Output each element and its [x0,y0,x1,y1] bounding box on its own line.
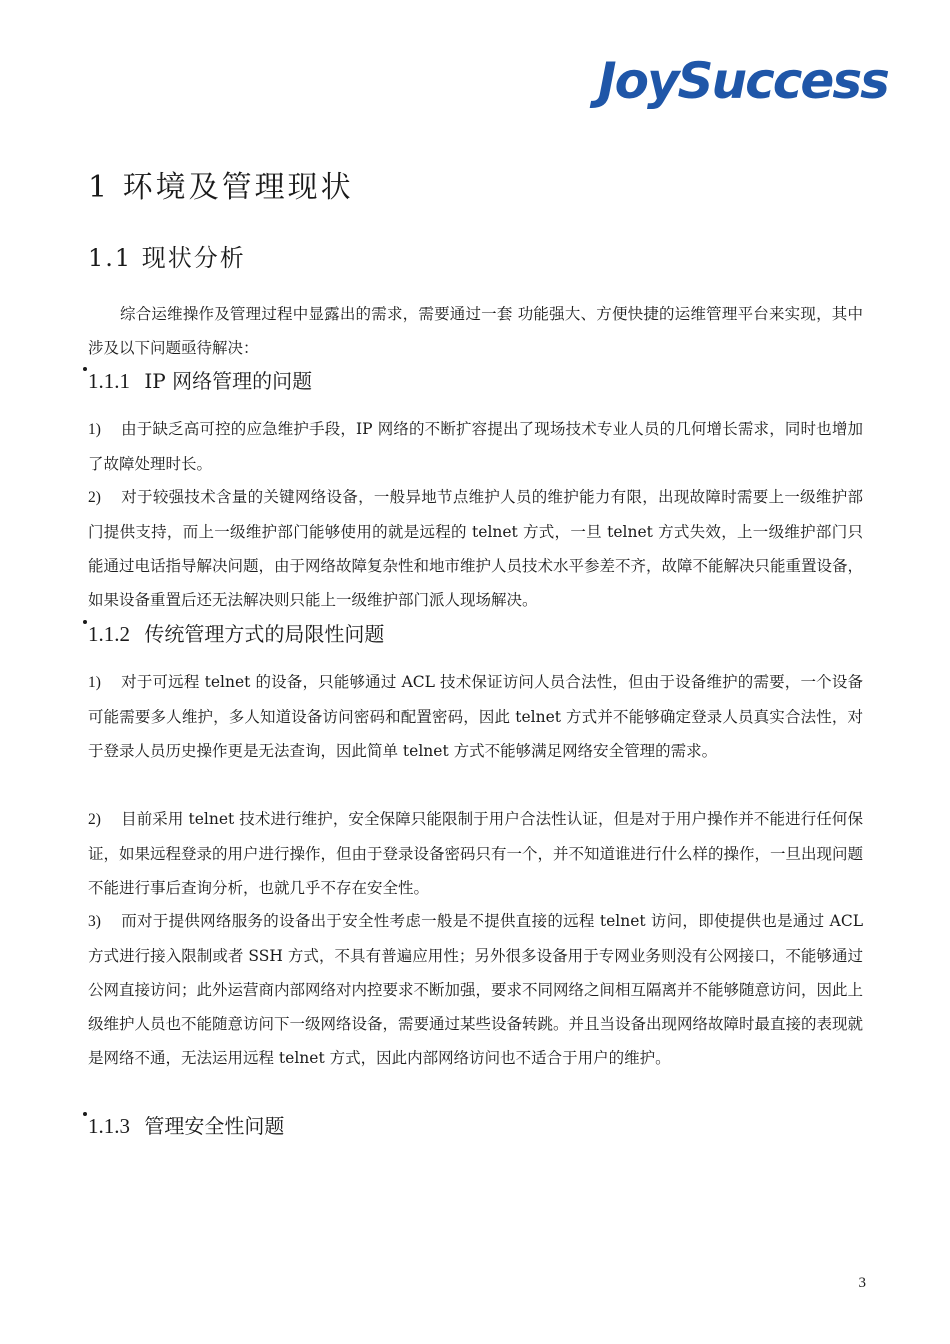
header [0,0,950,140]
item-label: 3) [88,913,101,930]
item-text: 而对于提供网络服务的设备出于安全性考虑一般是不提供直接的远程 telnet 访问，即使提供也是通过 ACL 方式进行接入限制或者 SSH 方式，不具有普遍应用性；另外很多设备用于专网业务则没有公网接口，不能够通过公网直接访问；此外运营商内部网络对内控要求不断加强，要求不同网络之间相互隔离并不能够随意访问，因此上级维护人员也不能随意访问下一级网络设备，需要通过某些设备转跳。并且当设备出现网络故障时最直接的表现就是网络不通，无法运用远程 telnet 方式，因此内部网络访问也不适合于用户的维护。 [88,912,864,1067]
intro-paragraph: 综合运维操作及管理过程中显露出的需求，需要通过一套 功能强大、方便快捷的运维管理平台来实现，其中涉及以下问题亟待解决： [88,305,863,357]
subsection-number: 1.1.3 [88,1114,130,1138]
subsection-heading-1-1-3 [88,1112,284,1140]
subsection-title: 传统管理方式的局限性问题 [144,622,385,646]
heading-marker [83,1112,87,1116]
item-text: 由于缺乏高可控的应急维护手段，IP 网络的不断扩容提出了现场技术专业人员的几何增长需求，同时也增加了故障处理时长。 [88,420,863,473]
list-item [88,802,863,905]
heading-marker [83,367,87,371]
item-text: 对于可远程 telnet 的设备，只能够通过 ACL 技术保证访问人员合法性，但由于设备维护的需要，一个设备可能需要多人维护，多人知道设备访问密码和配置密码，因此 telnet 方式并不能够确定登录人员真实合法性，对于登录人员历史操作更是无法查询，因此简单 telnet 方式不能够满足网络安全管理的需求。 [88,673,863,760]
chapter-title: 1 环境及管理现状 [88,170,354,205]
item-label: 1) [88,674,101,691]
joysuccess-logo: JoySuccess [598,52,888,110]
subsection-title: IP 网络管理的问题 [144,369,313,393]
subsection-title: 管理安全性问题 [144,1114,285,1138]
subsection-number: 1.1.1 [88,369,130,393]
subsection-heading-1-1-2 [88,620,384,648]
subsection-heading-1-1-1 [88,367,312,395]
subsection-number: 1.1.2 [88,622,130,646]
item-text: 目前采用 telnet 技术进行维护，安全保障只能限制于用户合法性认证，但是对于用户操作并不能进行任何保证，如果远程登录的用户进行操作，但由于登录设备密码只有一个，并不知道谁进行什么样的操作，一旦出现问题不能进行事后查询分析，也就几乎不存在安全性。 [88,810,864,897]
section-title: 1.1 现状分析 [88,244,246,272]
list-item [88,904,863,1075]
list-item [88,480,863,617]
list-item [88,665,863,768]
item-label: 1) [88,421,101,438]
list-item [88,412,863,481]
item-label: 2) [88,489,101,506]
page-number: 3 [858,1275,866,1291]
item-label: 2) [88,811,101,828]
item-text: 对于较强技术含量的关键网络设备，一般异地节点维护人员的维护能力有限，出现故障时需要上一级维护部门提供支持，而上一级维护部门能够使用的就是远程的 telnet 方式，一旦 telnet 方式失效，上一级维护部门只能通过电话指导解决问题，由于网络故障复杂性和地市维护人员技术水平参差不齐，故障不能解决只能重置设备，如果设备重置后还无法解决则只能上一级维护部门派人现场解决。 [88,488,864,609]
heading-marker [83,620,87,624]
